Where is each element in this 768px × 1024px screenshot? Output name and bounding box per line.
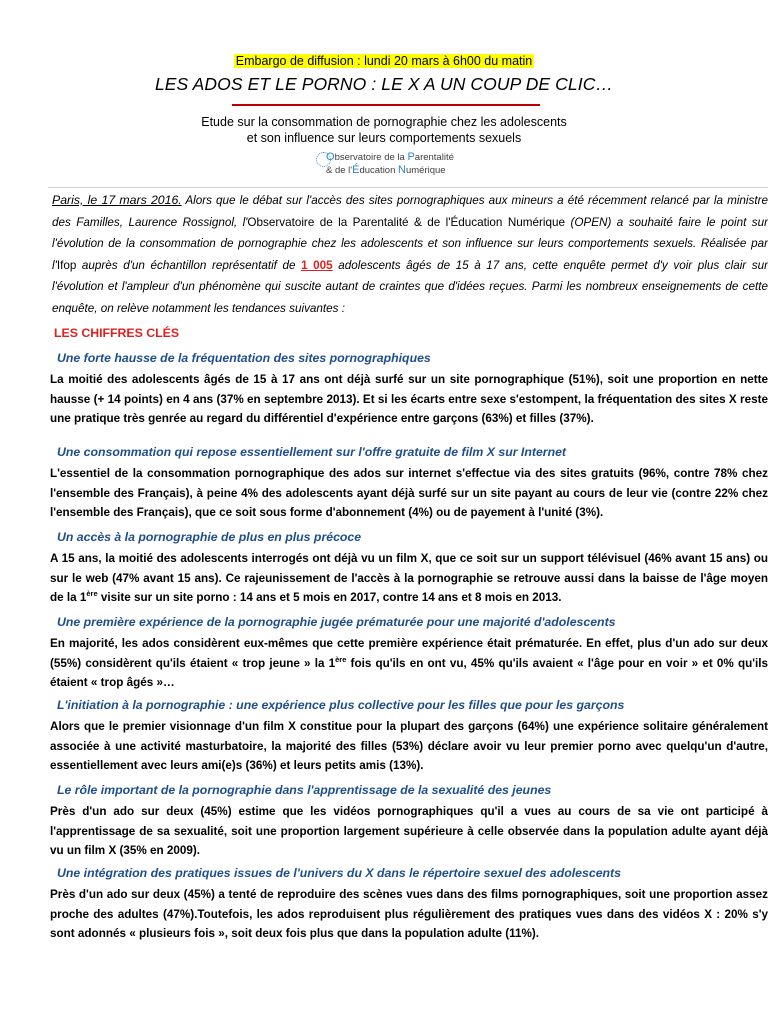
- section-4: [50, 613, 768, 693]
- embargo-notice: Embargo de diffusion : lundi 20 mars à 6h00 du matin: [235, 54, 533, 68]
- section-body: Près d'un ado sur deux (45%) estime que les vidéos pornographiques qu'il a vues au cours de sa vie ont participé à l'apprentissage de sa sexualité, soit une proportion largement supérieure à celle observée dans la population adulte ayant déjà vu un film X (35% en 2009).: [50, 805, 768, 857]
- section-body: Alors que le premier visionnage d'un film X constitue pour la plupart des garçons (64%) une expérience solitaire généralement associée à une activité masturbatoire, la majorité des filles (53%) déclare avoir vu leur premier porno avec quelqu'un d'autre, essentiellement avec leurs ami(e)s (36%) et leurs petits amis (13%).: [50, 720, 768, 772]
- section-heading: Une consommation qui repose essentiellement sur l'offre gratuite de film X sur Internet: [57, 445, 567, 459]
- observatory-name: Observatoire de la Parentalité & de l'Éducation Numérique: [247, 215, 566, 229]
- section-heading: L'initiation à la pornographie : une expérience plus collective pour les filles que pour les garçons: [57, 698, 625, 712]
- sample-size: 1 005: [301, 258, 333, 272]
- title-underline: [232, 104, 540, 106]
- key-figures-heading: LES CHIFFRES CLÉS: [54, 326, 180, 340]
- header-divider: [48, 187, 768, 188]
- section-heading: Une intégration des pratiques issues de l'univers du X dans le répertoire sexuel des adolescents: [57, 866, 621, 880]
- section-heading: Un accès à la pornographie de plus en plus précoce: [57, 530, 362, 544]
- section-heading: Une première expérience de la pornographie jugée prématurée pour une majorité d'adolescents: [57, 615, 616, 629]
- logo-text: Observatoire de la Parentalité & de l'Éducation Numérique: [326, 151, 454, 176]
- document-title: LES ADOS ET LE PORNO : LE X A UN COUP DE CLIC…: [154, 74, 614, 94]
- subtitle-line-1: Etude sur la consommation de pornographie chez les adolescents: [201, 115, 567, 129]
- open-logo: [316, 151, 480, 181]
- section-2: [50, 443, 768, 523]
- section-7: [50, 864, 768, 944]
- section-3: [50, 528, 768, 608]
- section-heading: Le rôle important de la pornographie dans l'apprentissage de la sexualité des jeunes: [57, 783, 552, 797]
- section-body: L'essentiel de la consommation pornographique des ados sur internet s'effectue via des sites gratuits (96%, contre 78% chez l'ensemble des Français), à peine 4% des adolescents ayant déjà surfé sur un site payant au cours de leur vie (contre 22% chez l'ensemble des Français), que ce soit sous forme d'abonnement (4%) ou de payement à l'unité (3%).: [50, 467, 768, 519]
- subtitle-line-2: et son influence sur leurs comportements sexuels: [246, 131, 522, 145]
- intro-place-date: Paris, le 17 mars 2016.: [52, 193, 182, 207]
- ifop-name: Ifop: [56, 258, 77, 272]
- section-body: Près d'un ado sur deux (45%) a tenté de reproduire des scènes vues dans des films pornographiques, soit une proportion assez proche des adultes (47%).Toutefois, les ados reproduisent plus régulièrement des pratiques vues dans des vidéos X : 20% s'y sont adonnés « plusieurs fois », soit deux fois plus que dans la population adulte (11%).: [50, 888, 768, 940]
- embargo-line: [0, 52, 768, 70]
- section-1: [50, 349, 768, 429]
- section-5: [50, 696, 768, 776]
- section-body: La moitié des adolescents âgés de 15 à 17 ans ont déjà surfé sur un site pornographique (51%), soit une proportion en nette hausse (+ 14 points) en 4 ans (37% en septembre 2013). Et si les écarts entre sexe s'estompent, la fréquentation des sites X reste une pratique très genrée au regard du différentiel d'expérience entre garçons (63%) et filles (37%).: [50, 373, 768, 425]
- section-heading: Une forte hausse de la fréquentation des sites pornographiques: [57, 351, 431, 365]
- intro-paragraph: Paris, le 17 mars 2016. Alors que le débat sur l'accès des sites pornographiques aux mineurs a été récemment relancé par la ministre des Familles, Laurence Rossignol, l'Observatoire de la Parentalité & de l'Éducation Numérique (OPEN) a souhaité faire le point sur l'évolution de la consommation de pornographie chez les adolescents et son influence sur leurs comportements sexuels. Réalisée par l'Ifop auprès d'un échantillon représentatif de 1 005 adolescents âgés de 15 à 17 ans, cette enquête permet d'y voir plus clair sur l'évolution et l'ampleur d'un phénomène qui suscite autant de craintes que d'idées reçues. Parmi les nombreux enseignements de cette enquête, on relève notamment les tendances suivantes :: [52, 193, 768, 315]
- document-subtitle: [0, 114, 768, 146]
- section-6: [50, 781, 768, 861]
- section-body: En majorité, les ados considèrent eux-mêmes que cette première expérience était prématurée. En effet, plus d'un ado sur deux (55%) considèrent qu'ils étaient « trop jeune » la 1ère fois qu'ils en ont vu, 45% qu'ils avaient « l'âge pour en voir » et 0% qu'ils étaient « trop âgés »…: [50, 637, 768, 689]
- section-body: A 15 ans, la moitié des adolescents interrogés ont déjà vu un film X, que ce soit sur un support télévisuel (46% avant 15 ans) ou sur le web (47% avant 15 ans). Ce rajeunissement de l'accès à la pornographie se retrouve aussi dans la baisse de l'âge moyen de la 1ère visite sur un site porno : 14 ans et 5 mois en 2017, contre 14 ans et 8 mois en 2013.: [50, 552, 768, 604]
